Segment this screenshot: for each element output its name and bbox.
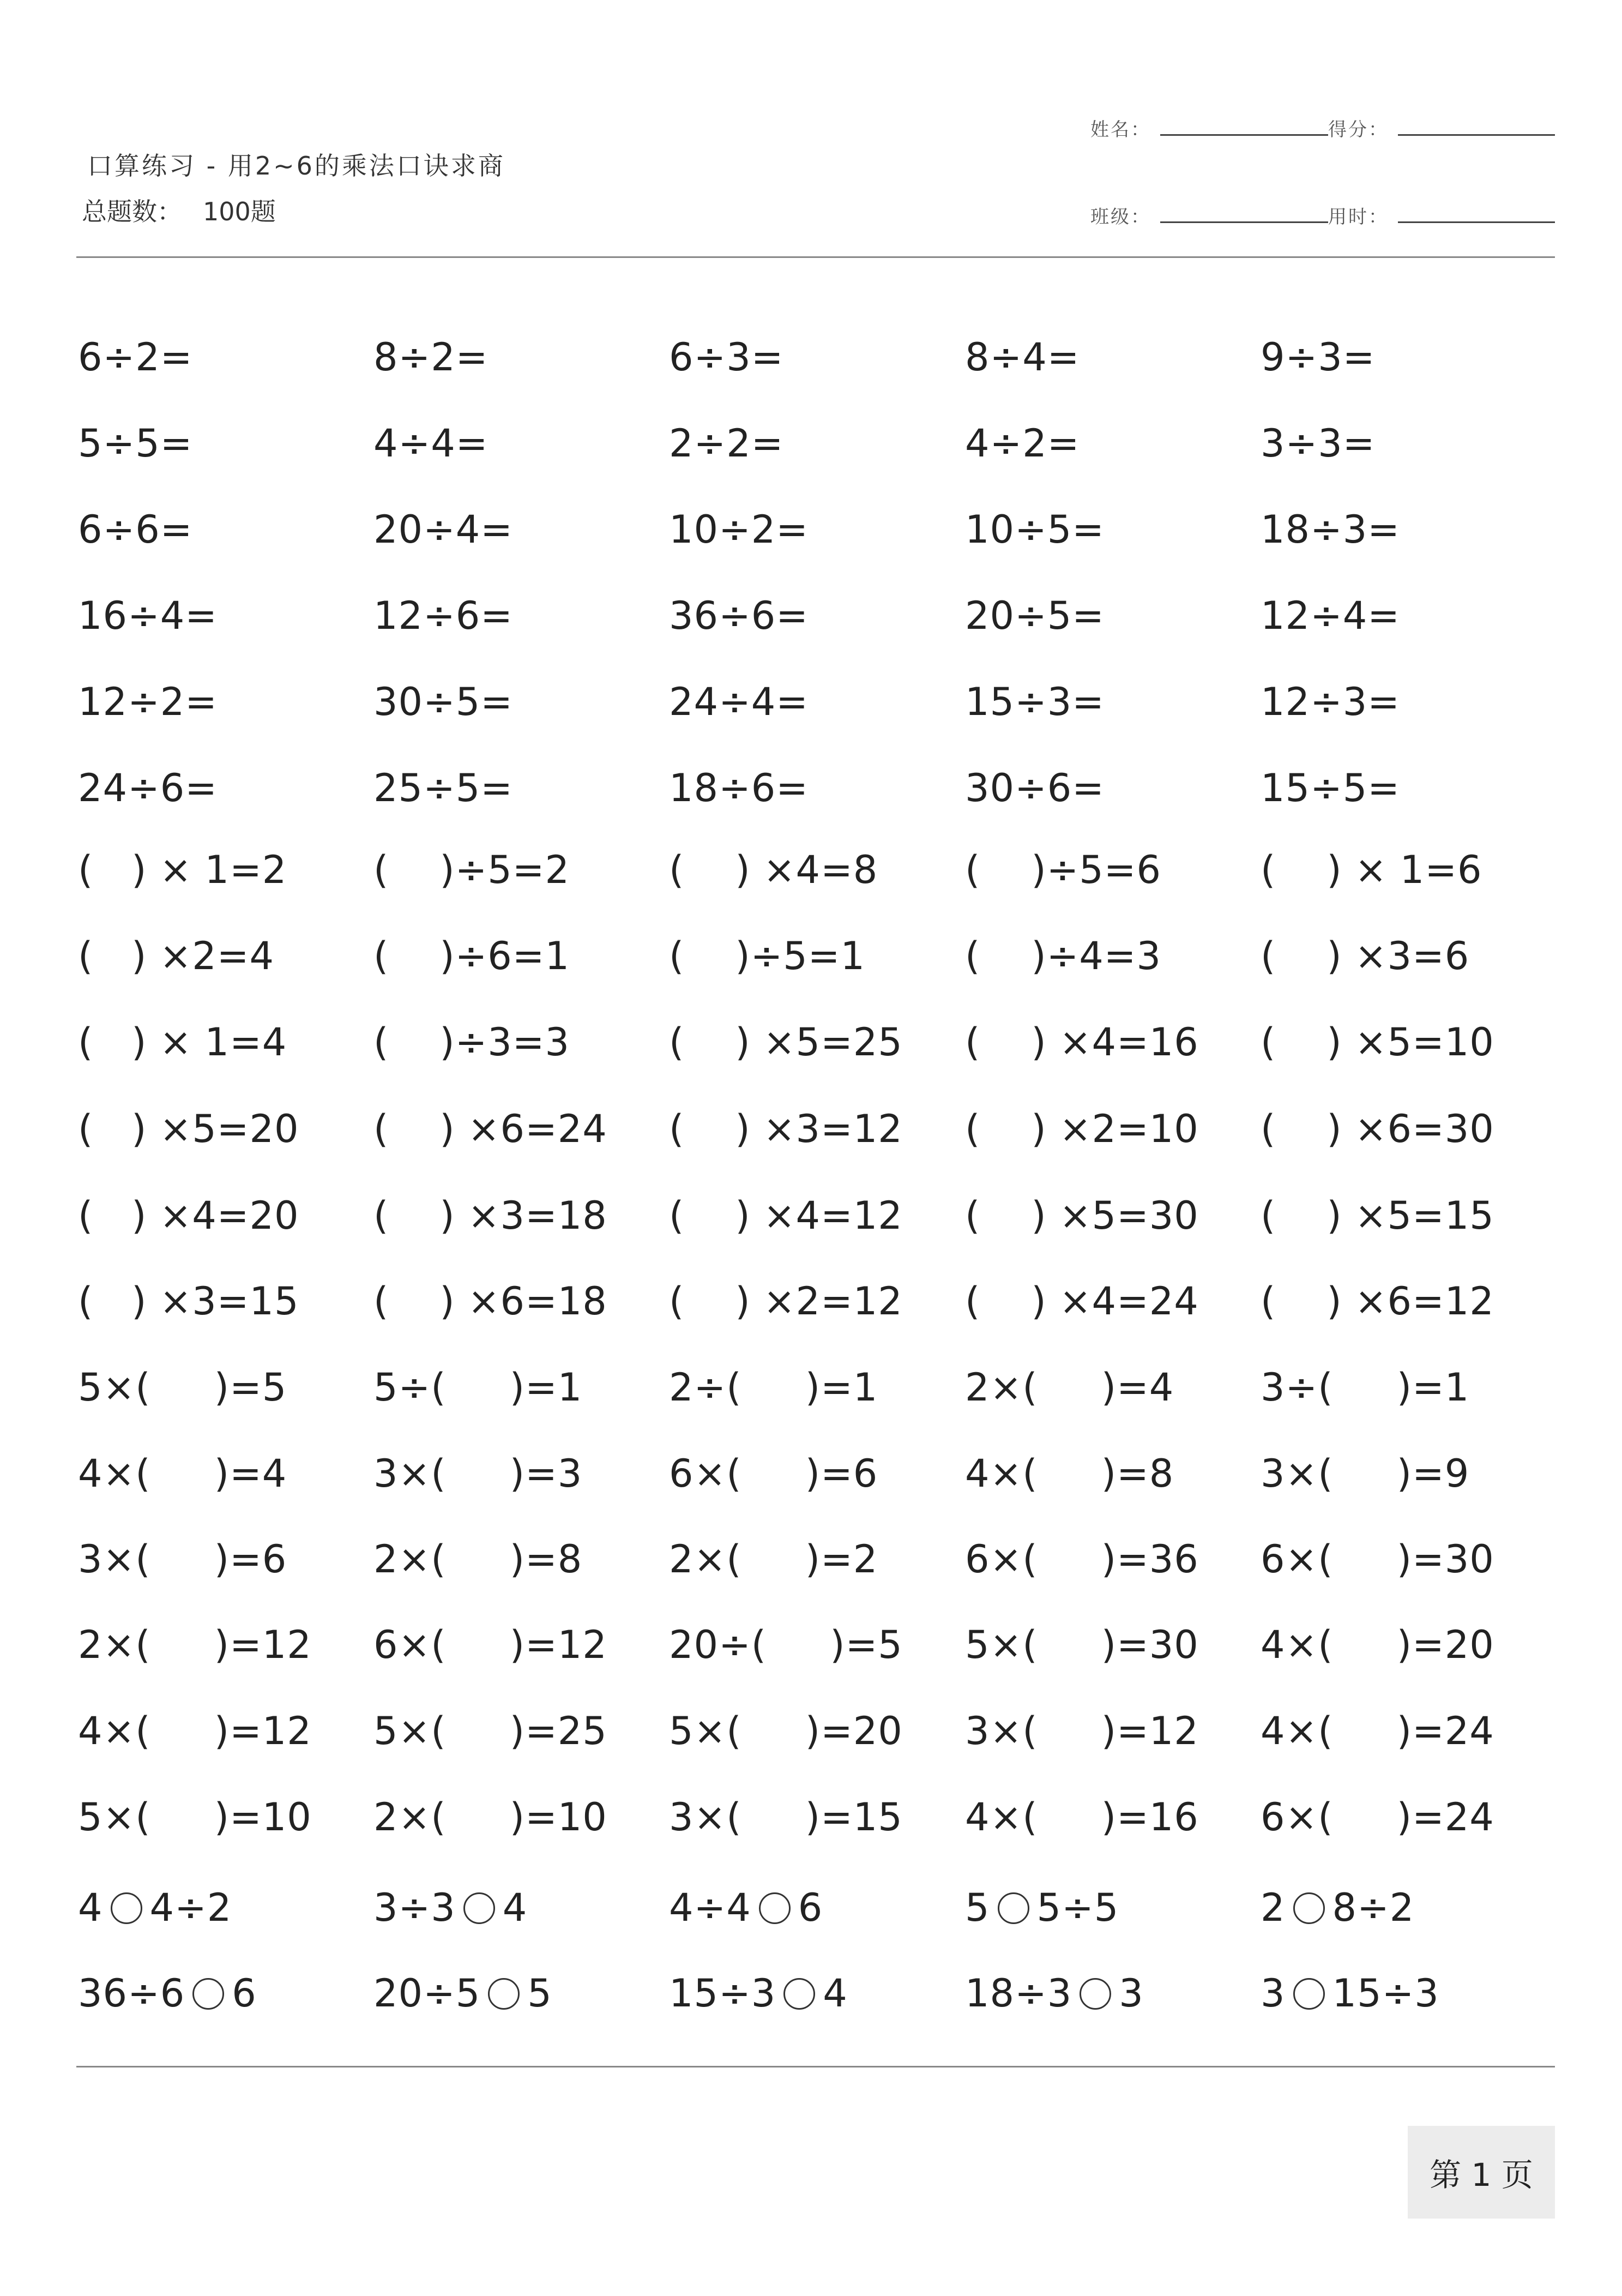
compare-left: 2	[1261, 1885, 1286, 1930]
problem-item: 20÷4=	[373, 507, 513, 552]
problem-item: ( ) ×5=20	[78, 1107, 299, 1151]
problem-item: ( ) ×2=10	[965, 1107, 1199, 1151]
problem-item: 6×( )=12	[373, 1622, 607, 1667]
problem-item: ( ) ×6=24	[373, 1107, 607, 1151]
problem-item: 6×( )=36	[965, 1537, 1199, 1582]
problem-item: 2×( )=4	[965, 1365, 1174, 1410]
compare-right: 6	[798, 1885, 823, 1930]
problem-item: 5×( )=20	[669, 1709, 903, 1753]
problem-item: 4×( )=12	[78, 1709, 312, 1753]
problem-item: 30÷6=	[965, 766, 1105, 810]
compare-circle-icon[interactable]	[1080, 1978, 1111, 2010]
problem-item: 6×( )=24	[1261, 1795, 1494, 1840]
compare-right: 8÷2	[1332, 1885, 1415, 1930]
compare-problem	[373, 1971, 552, 2016]
compare-right: 5÷5	[1036, 1885, 1119, 1930]
compare-circle-icon[interactable]	[1293, 1892, 1325, 1924]
problem-item: 6÷2=	[78, 335, 193, 380]
problem-item: 3÷3=	[1261, 421, 1376, 466]
problem-item: 9÷3=	[1261, 335, 1376, 380]
problem-item: 5×( )=25	[373, 1709, 607, 1753]
compare-problem	[965, 1885, 1119, 1930]
compare-circle-icon[interactable]	[463, 1892, 495, 1924]
problem-item: 2÷( )=1	[669, 1365, 878, 1410]
problem-item: 30÷5=	[373, 680, 513, 724]
problem-item: 4÷2=	[965, 421, 1080, 466]
problem-item: 4×( )=24	[1261, 1709, 1494, 1753]
problem-item: 3÷( )=1	[1261, 1365, 1470, 1410]
problem-item: ( ) ×6=12	[1261, 1279, 1494, 1324]
problem-item: ( ) ×2=12	[669, 1279, 903, 1324]
compare-left: 4÷4	[669, 1885, 751, 1930]
problem-item: ( ) ×4=24	[965, 1279, 1199, 1324]
problem-item: 10÷5=	[965, 507, 1105, 552]
problem-item: ( ) ×2=4	[78, 934, 274, 978]
problem-item: 5÷( )=1	[373, 1365, 583, 1410]
problem-item: 15÷3=	[965, 680, 1105, 724]
problem-item: 2×( )=10	[373, 1795, 607, 1840]
problem-item: 4×( )=4	[78, 1451, 287, 1496]
compare-circle-icon[interactable]	[488, 1978, 520, 2010]
problem-item: 3×( )=6	[78, 1537, 287, 1582]
problem-item: 4×( )=16	[965, 1795, 1199, 1840]
problem-item: 15÷5=	[1261, 766, 1400, 810]
problem-item: ( ) ×5=15	[1261, 1193, 1494, 1238]
compare-circle-icon[interactable]	[192, 1978, 224, 2010]
problem-item: 2×( )=2	[669, 1537, 878, 1582]
problem-item: 5×( )=5	[78, 1365, 287, 1410]
problem-item: ( ) ×3=15	[78, 1279, 299, 1324]
compare-left: 18÷3	[965, 1971, 1072, 2016]
problem-item: 12÷2=	[78, 680, 218, 724]
problem-item: 2÷2=	[669, 421, 784, 466]
problem-item: ( )÷6=1	[373, 934, 570, 978]
problem-item: 3×( )=3	[373, 1451, 583, 1496]
problem-item: 2×( )=8	[373, 1537, 583, 1582]
problem-item: 24÷6=	[78, 766, 218, 810]
problem-item: ( )÷3=3	[373, 1020, 570, 1065]
total-count-label: 总题数：	[82, 197, 182, 226]
problem-item: ( ) × 1=2	[78, 848, 287, 892]
problem-item: 12÷3=	[1261, 680, 1400, 724]
compare-right: 3	[1119, 1971, 1144, 2016]
problem-item: ( ) ×4=20	[78, 1193, 299, 1238]
compare-problem	[1261, 1971, 1439, 2016]
problem-item: ( )÷4=3	[965, 934, 1161, 978]
class-label: 班级：	[1090, 206, 1151, 228]
compare-problem	[1261, 1885, 1415, 1930]
worksheet-title: 口算练习 - 用2~6的乘法口诀求商	[87, 151, 505, 181]
compare-right: 4÷2	[149, 1885, 232, 1930]
compare-right: 5	[527, 1971, 552, 2016]
problem-item: 36÷6=	[669, 593, 809, 638]
problem-item: ( ) ×5=10	[1261, 1020, 1494, 1065]
problem-item: ( )÷5=1	[669, 934, 865, 978]
problem-item: 3×( )=12	[965, 1709, 1199, 1753]
problem-item: 16÷4=	[78, 593, 218, 638]
compare-problem	[78, 1885, 232, 1930]
problem-item: 4×( )=20	[1261, 1622, 1494, 1667]
compare-left: 4	[78, 1885, 103, 1930]
compare-circle-icon[interactable]	[998, 1892, 1029, 1924]
compare-left: 3	[1261, 1971, 1286, 2016]
compare-problem	[373, 1885, 528, 1930]
compare-circle-icon[interactable]	[759, 1892, 791, 1924]
problem-item: ( )÷5=6	[965, 848, 1161, 892]
name-label: 姓名：	[1090, 119, 1151, 141]
compare-problem	[669, 1885, 823, 1930]
compare-circle-icon[interactable]	[783, 1978, 815, 2010]
problem-item: 8÷2=	[373, 335, 489, 380]
compare-right: 4	[823, 1971, 848, 2016]
problem-item: 25÷5=	[373, 766, 513, 810]
page-number: 第 1 页	[1408, 2126, 1555, 2219]
compare-left: 15÷3	[669, 1971, 776, 2016]
compare-circle-icon[interactable]	[1293, 1978, 1325, 2010]
problem-item: ( ) × 1=6	[1261, 848, 1482, 892]
compare-right: 6	[232, 1971, 257, 2016]
problem-item: 6×( )=6	[669, 1451, 878, 1496]
problem-item: ( ) ×4=12	[669, 1193, 903, 1238]
problem-item: 3×( )=15	[669, 1795, 903, 1840]
problem-item: 6÷3=	[669, 335, 784, 380]
problem-item: ( ) ×3=12	[669, 1107, 903, 1151]
problem-item: 24÷4=	[669, 680, 809, 724]
problem-item: 4×( )=8	[965, 1451, 1174, 1496]
compare-left: 5	[965, 1885, 990, 1930]
problem-item: ( ) ×6=30	[1261, 1107, 1494, 1151]
problem-item: ( ) ×5=30	[965, 1193, 1199, 1238]
bottom-divider	[76, 2066, 1555, 2067]
compare-right: 15÷3	[1332, 1971, 1439, 2016]
problem-item: ( ) ×3=18	[373, 1193, 607, 1238]
problem-item: 12÷4=	[1261, 593, 1400, 638]
problem-item: ( ) ×6=18	[373, 1279, 607, 1324]
score-label: 得分：	[1328, 119, 1389, 141]
problem-item: ( ) ×3=6	[1261, 934, 1470, 978]
compare-problem	[78, 1971, 257, 2016]
compare-left: 36÷6	[78, 1971, 185, 2016]
compare-problem	[669, 1971, 848, 2016]
problem-item: 18÷6=	[669, 766, 809, 810]
total-count-value: 100题	[203, 197, 276, 226]
problem-item: 5×( )=30	[965, 1622, 1199, 1667]
compare-left: 3÷3	[373, 1885, 456, 1930]
problem-item: 6÷6=	[78, 507, 193, 552]
problem-item: ( ) × 1=4	[78, 1020, 287, 1065]
problem-item: ( ) ×4=8	[669, 848, 878, 892]
problem-item: 2×( )=12	[78, 1622, 312, 1667]
problem-item: 8÷4=	[965, 335, 1080, 380]
compare-circle-icon[interactable]	[111, 1892, 142, 1924]
problem-item: 5×( )=10	[78, 1795, 312, 1840]
compare-left: 20÷5	[373, 1971, 481, 2016]
compare-right: 4	[502, 1885, 528, 1930]
compare-problem	[965, 1971, 1144, 2016]
time-label: 用时：	[1328, 206, 1389, 228]
problem-item: 3×( )=9	[1261, 1451, 1470, 1496]
problem-item: 18÷3=	[1261, 507, 1400, 552]
problem-item: ( )÷5=2	[373, 848, 570, 892]
problem-item: 6×( )=30	[1261, 1537, 1494, 1582]
problem-item: 20÷5=	[965, 593, 1105, 638]
problem-item: ( ) ×5=25	[669, 1020, 903, 1065]
problem-item: 5÷5=	[78, 421, 193, 466]
problem-item: 4÷4=	[373, 421, 489, 466]
problem-item: 12÷6=	[373, 593, 513, 638]
problem-item: ( ) ×4=16	[965, 1020, 1199, 1065]
problem-item: 20÷( )=5	[669, 1622, 903, 1667]
problem-item: 10÷2=	[669, 507, 809, 552]
